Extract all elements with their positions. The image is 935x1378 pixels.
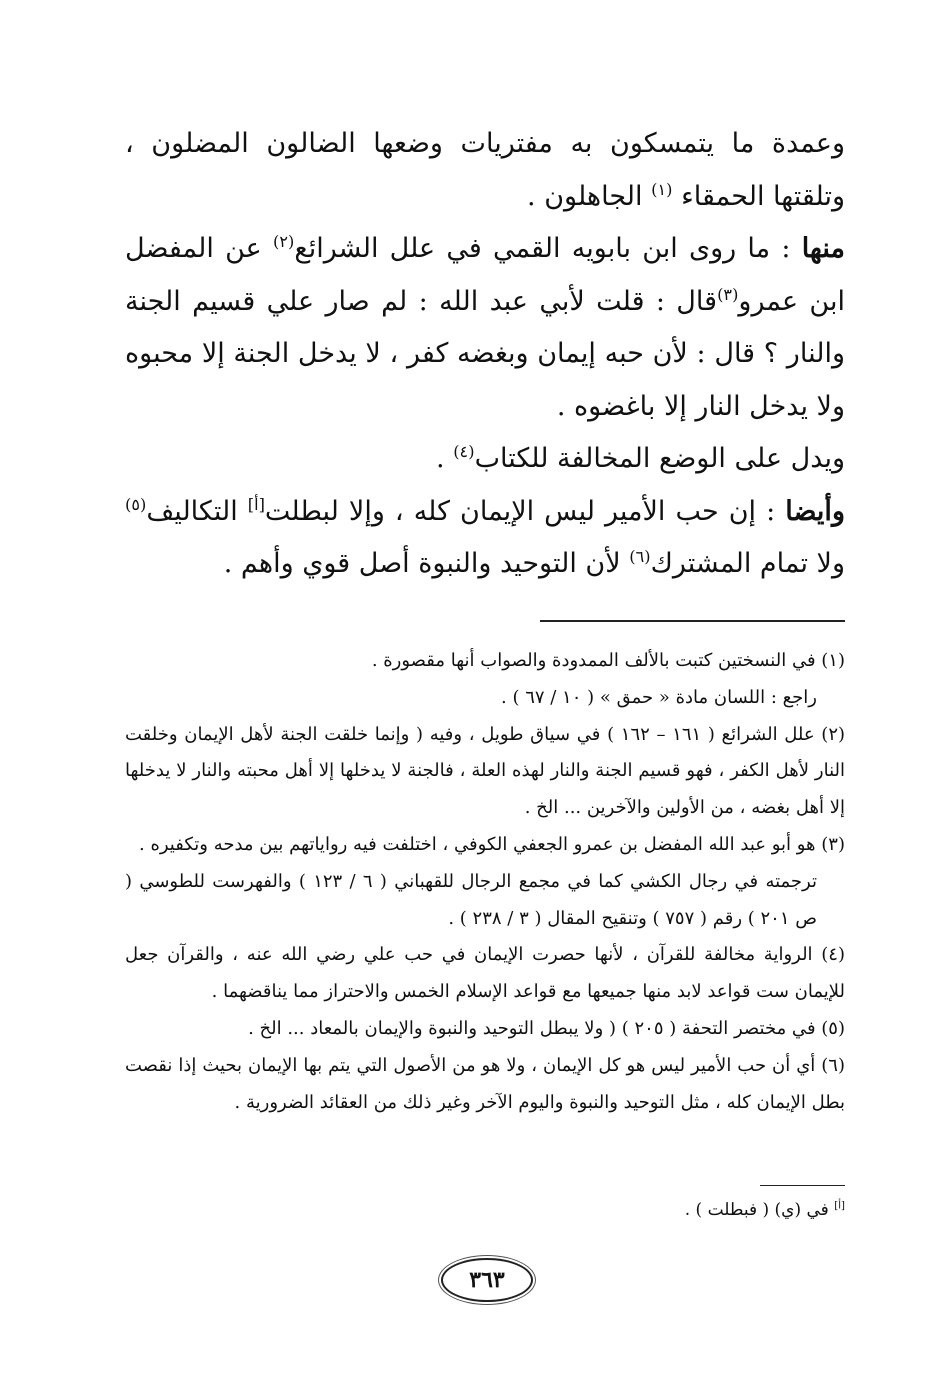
- footnote-2: (٢) علل الشرائع ( ١٦١ – ١٦٢ ) في سياق طويل ، وفيه ( وإنما خلقت الجنة لأهل الإيمان وخلقت النار لأهل الكفر ، فهو قسيم الجنة والنار لهذه العلة ، فالجنة لا يدخلها إلا أهل محبته والنار لا يدخلها إلا أهل بغضه ، من الأولين والآخرين ... الخ .: [125, 723, 846, 819]
- footnote-ref-2[interactable]: (٢): [272, 232, 295, 251]
- footnote-1: (١) في النسختين كتبت بالألف الممدودة والصواب أنها مقصورة .: [371, 650, 845, 671]
- footnote-5: (٥) في مختصر التحفة ( ٢٠٥ ) ( ولا يبطل التوحيد والنبوة والإيمان بالمعاد ... الخ .: [248, 1017, 845, 1039]
- footnote-ref-6[interactable]: (٦): [629, 547, 651, 566]
- paragraph-2: منها : ما روى ابن بابويه القمي في علل الشرائع$^{(٢)}$ عن المفضل ابن عمرو$^{(٣)}$قال : قلت لأبي عبد الله : لم صار علي قسيم الجنة والنار ؟ قال : لأن حبه إيمان وبغضه كفر ، لا يدخل الجنة إلا محبوه ولا يدخل النار إلا باغضوه .: [125, 232, 846, 422]
- footnote-3-continuation: ترجمته في رجال الكشي كما في مجمع الرجال للقهباني ( ٦ / ١٢٣ ) والفهرست للطوسي ( ص ٢٠١ ) رقم ( ٧٥٧ ) وتنقيح المقال ( ٣ / ٢٣٨ ) .: [125, 870, 818, 929]
- paragraph-label-aydan: وأيضا: [785, 495, 845, 527]
- edition-note-text: في (ي) ( فبطلت ) .: [684, 1200, 829, 1220]
- edition-note-separator: [760, 1185, 845, 1186]
- footnote-6: (٦) أي أن حب الأمير ليس هو كل الإيمان ، ولا هو من الأصول التي يتم بها الإيمان بحيث إذا نقصت بطل الإيمان كله ، مثل التوحيد والنبوة واليوم الآخر وغير ذلك من العقائد الضرورية .: [125, 1054, 845, 1113]
- page-number: [441, 1258, 533, 1302]
- paragraph-1: وعمدة ما يتمسكون به مفتريات وضعها الضالون المضلون ، وتلقتها الحمقاء $^{(١)}$ الجاهلون .: [125, 128, 845, 212]
- paragraph-label-minha: منها: [801, 233, 845, 264]
- main-body-text: [125, 118, 845, 591]
- paragraph-3: ويدل على الوضع المخالفة للكتاب$^{(٤)}$ .: [436, 442, 845, 474]
- footnote-3: (٣) هو أبو عبد الله المفضل بن عمرو الجعفي الكوفي ، اختلفت فيه رواياتهم بين مدحه وتكفيره .: [139, 833, 845, 855]
- edition-note: [500, 1196, 845, 1224]
- paragraph-4: وأيضا : إن حب الأمير ليس الإيمان كله ، وإلا لبطلت[أ] التكاليف$^{(٥)}$ ولا تمام المشترك$^{(٦)}$ لأن التوحيد والنبوة أصل قوي وأهم .: [125, 494, 845, 579]
- footnote-4: (٤) الرواية مخالفة للقرآن ، لأنها حصرت الإيمان في حب علي رضي الله عنه ، والقرآن جعل للإيمان ست قواعد لابد منها جميعها مع قواعد الإسلام الخمس والاحتراز مما يناقضهما .: [125, 944, 845, 1003]
- page-number-text: ٣٦٣: [469, 1267, 505, 1293]
- footnote-separator: [540, 620, 845, 622]
- footnotes-section: [125, 643, 845, 1121]
- edition-ref-a[interactable]: [أ]: [247, 494, 265, 514]
- footnote-1-continuation: راجع : اللسان مادة « حمق » ( ١٠ / ٦٧ ) .: [501, 686, 817, 708]
- edition-note-marker: [أ]: [834, 1200, 845, 1212]
- footnote-ref-1[interactable]: (١): [651, 179, 673, 199]
- footnote-ref-5[interactable]: (٥): [125, 494, 147, 514]
- footnote-ref-4[interactable]: (٤): [453, 442, 475, 461]
- footnote-ref-3[interactable]: (٣): [717, 284, 739, 304]
